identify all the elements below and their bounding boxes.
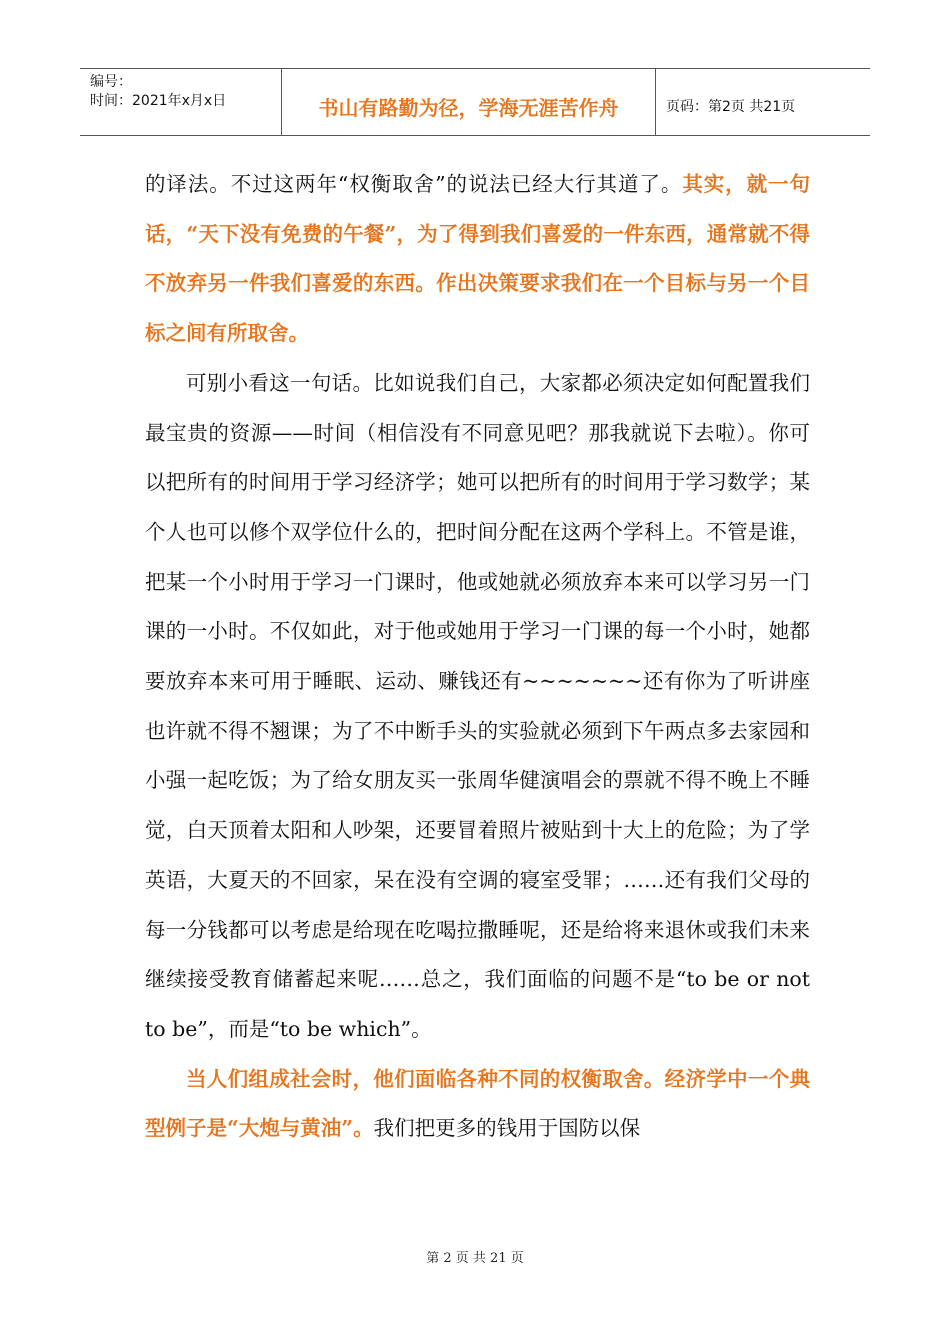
serial-label: 编号： (90, 74, 132, 90)
page-header (80, 68, 870, 136)
paragraph-3 (145, 1055, 810, 1154)
header-motto: 书山有路勤为径，学海无涯苦作舟 (282, 69, 656, 135)
paragraph-1-text: 的译法。不过这两年“权衡取舍”的说法已经大行其道了。 (145, 172, 683, 196)
paragraph-1-highlight: 其实，就一句话，“天下没有免费的午餐”，为了得到我们喜爱的一件东西，通常就不得不放弃另一件我们喜爱的东西。作出决策要求我们在一个目标与另一个目标之间有所取舍。 (145, 172, 810, 346)
document-body (145, 160, 810, 1154)
paragraph-1 (145, 160, 810, 359)
date-label: 时间：2021年x月x日 (90, 93, 227, 109)
header-meta-cell (80, 69, 282, 135)
header-page-label: 页码：第2页 共21页 (666, 99, 796, 115)
page-footer: 第 2 页 共 21 页 (426, 1251, 524, 1266)
paragraph-2: 可别小看这一句话。比如说我们自己，大家都必须决定如何配置我们最宝贵的资源——时间（相信没有不同意见吧？那我就说下去啦）。你可以把所有的时间用于学习经济学；她可以把所有的时间用于学习数学；某个人也可以修个双学位什么的，把时间分配在这两个学科上。不管是谁，把某一个小时用于学习一门课时，他或她就必须放弃本来可以学习另一门课的一小时。不仅如此，对于他或她用于学习一门课的每一个小时，她都要放弃本来可用于睡眠、运动、赚钱还有~~~~~~~还有你为了听讲座也许就不得不翘课；为了不中断手头的实验就必须到下午两点多去家园和小强一起吃饭；为了给女朋友买一张周华健演唱会的票就不得不晚上不睡觉，白天顶着太阳和人吵架，还要冒着照片被贴到十大上的危险；为了学英语，大夏天的不回家，呆在没有空调的寝室受罪；……还有我们父母的每一分钱都可以考虑是给现在吃喝拉撒睡呢，还是给将来退休或我们未来继续接受教育储蓄起来呢……总之，我们面临的问题不是“to be or not to be”，而是“to be which”。 (145, 370, 810, 1041)
paragraph-3-highlight: 当人们组成社会时，他们面临各种不同的权衡取舍。经济学中一个典型例子是“大炮与黄油”。 (145, 1066, 810, 1141)
paragraph-3-text: 我们把更多的钱用于国防以保 (373, 1116, 641, 1141)
